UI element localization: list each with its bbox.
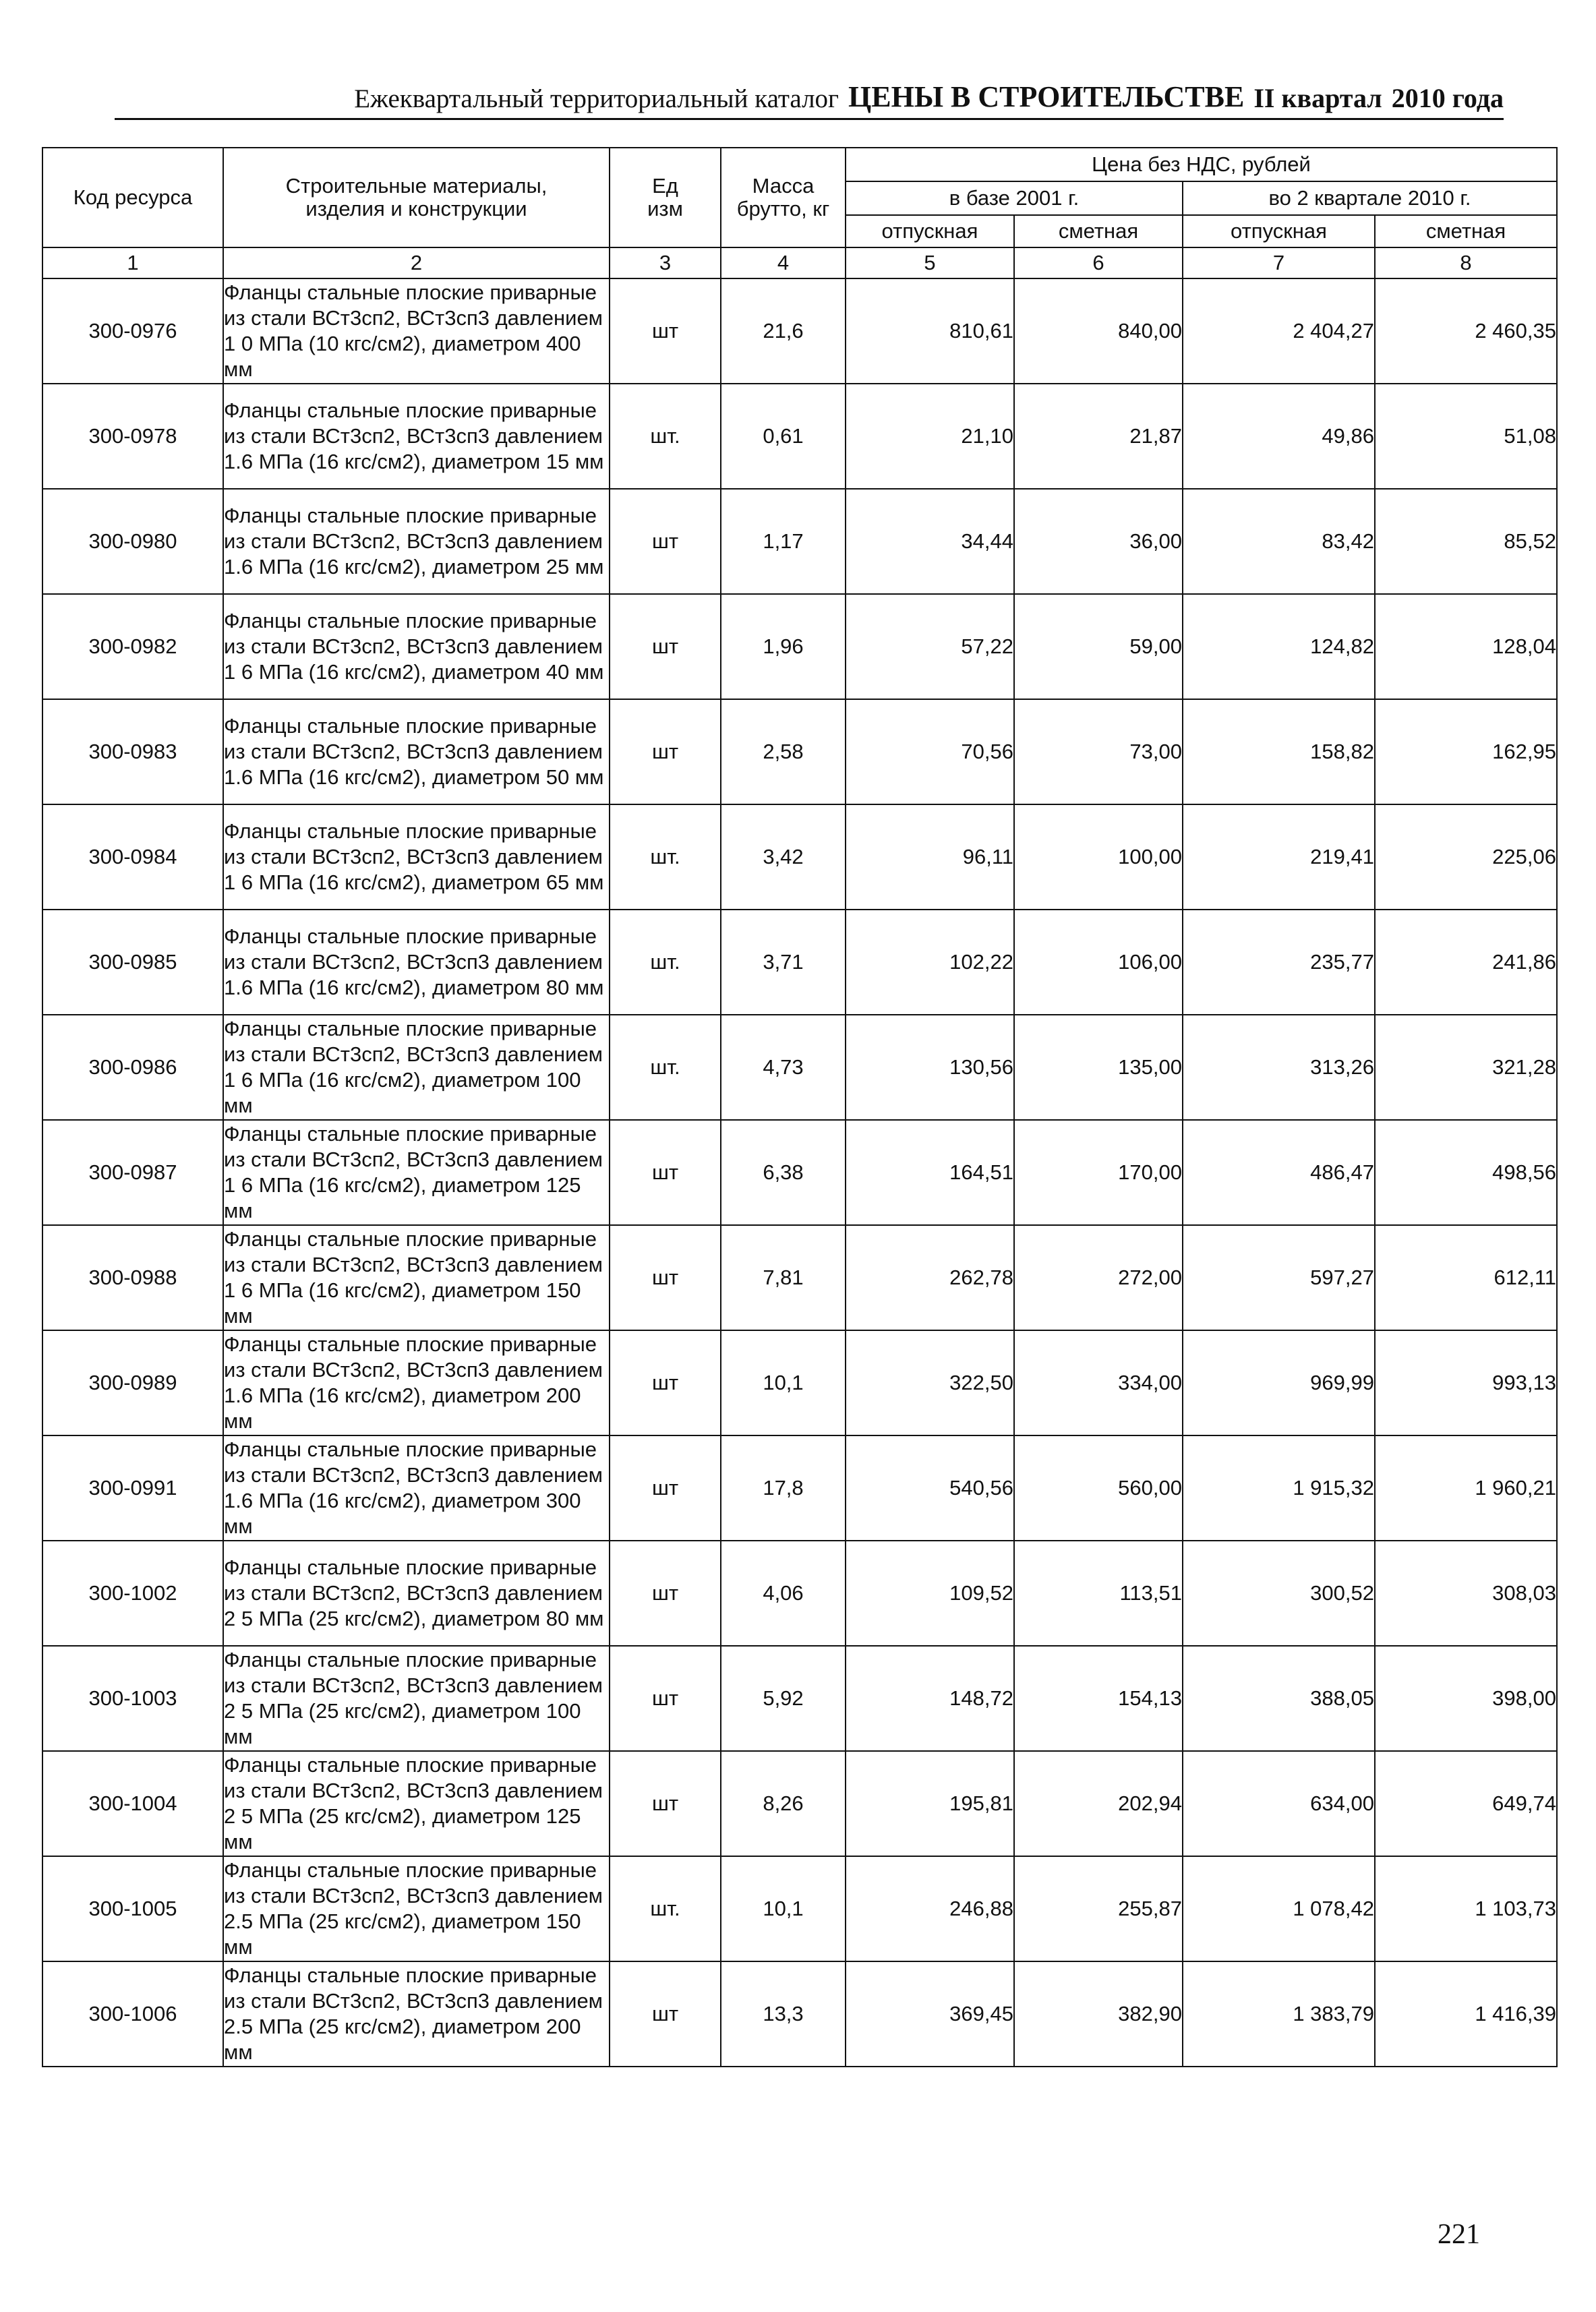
price-smetnaya-2010: 225,06 xyxy=(1375,804,1557,910)
price-otpusknaya-2001: 21,10 xyxy=(846,384,1014,489)
table-row xyxy=(42,1856,1557,1961)
material-description: Фланцы стальные плоские приварные из стали ВСт3сп2, ВСт3сп3 давлением 2.5 МПа (25 кгс/см2), диаметром 200 мм xyxy=(223,1961,610,2067)
resource-code: 300-0980 xyxy=(42,489,223,594)
price-smetnaya-2001: 36,00 xyxy=(1014,489,1183,594)
unit-of-measure: шт xyxy=(610,1646,721,1751)
price-otpusknaya-2001: 246,88 xyxy=(846,1856,1014,1961)
price-smetnaya-2010: 498,56 xyxy=(1375,1120,1557,1225)
col-header-unit: Ед изм xyxy=(610,148,721,247)
table-row xyxy=(42,1225,1557,1330)
unit-of-measure: шт xyxy=(610,699,721,804)
price-otpusknaya-2001: 70,56 xyxy=(846,699,1014,804)
unit-of-measure: шт xyxy=(610,1225,721,1330)
resource-code: 300-1006 xyxy=(42,1961,223,2067)
price-otpusknaya-2010: 219,41 xyxy=(1183,804,1375,910)
price-otpusknaya-2010: 313,26 xyxy=(1183,1015,1375,1120)
price-otpusknaya-2010: 83,42 xyxy=(1183,489,1375,594)
price-smetnaya-2010: 1 416,39 xyxy=(1375,1961,1557,2067)
gross-mass: 0,61 xyxy=(721,384,846,489)
material-description: Фланцы стальные плоские приварные из стали ВСт3сп2, ВСт3сп3 давлением 2.5 МПа (25 кгс/см2), диаметром 150 мм xyxy=(223,1856,610,1961)
price-otpusknaya-2001: 109,52 xyxy=(846,1541,1014,1646)
price-otpusknaya-2001: 34,44 xyxy=(846,489,1014,594)
price-smetnaya-2001: 255,87 xyxy=(1014,1856,1183,1961)
table-row xyxy=(42,910,1557,1015)
table-row xyxy=(42,1120,1557,1225)
price-smetnaya-2010: 51,08 xyxy=(1375,384,1557,489)
gross-mass: 4,73 xyxy=(721,1015,846,1120)
gross-mass: 4,06 xyxy=(721,1541,846,1646)
price-smetnaya-2010: 321,28 xyxy=(1375,1015,1557,1120)
material-description: Фланцы стальные плоские приварные из стали ВСт3сп2, ВСт3сп3 давлением 1.6 МПа (16 кгс/см2), диаметром 200 мм xyxy=(223,1330,610,1435)
col-header-base-2001: в базе 2001 г. xyxy=(846,181,1183,215)
price-otpusknaya-2010: 1 383,79 xyxy=(1183,1961,1375,2067)
resource-code: 300-0983 xyxy=(42,699,223,804)
column-number: 4 xyxy=(721,247,846,278)
material-description: Фланцы стальные плоские приварные из стали ВСт3сп2, ВСт3сп3 давлением 1 6 МПа (16 кгс/см2), диаметром 40 мм xyxy=(223,594,610,699)
price-otpusknaya-2001: 148,72 xyxy=(846,1646,1014,1751)
price-smetnaya-2001: 170,00 xyxy=(1014,1120,1183,1225)
unit-of-measure: шт. xyxy=(610,804,721,910)
resource-code: 300-0986 xyxy=(42,1015,223,1120)
gross-mass: 3,71 xyxy=(721,910,846,1015)
col-header-material: Строительные материалы, изделия и конструкции xyxy=(223,148,610,247)
price-smetnaya-2001: 272,00 xyxy=(1014,1225,1183,1330)
col-header-code: Код ресурса xyxy=(42,148,223,247)
resource-code: 300-0987 xyxy=(42,1120,223,1225)
col-header-otpusknaya-2001: отпускная xyxy=(846,215,1014,247)
page-number: 221 xyxy=(1438,2219,1480,2250)
table-body xyxy=(42,278,1557,2067)
price-smetnaya-2001: 59,00 xyxy=(1014,594,1183,699)
price-smetnaya-2010: 85,52 xyxy=(1375,489,1557,594)
gross-mass: 10,1 xyxy=(721,1856,846,1961)
gross-mass: 17,8 xyxy=(721,1435,846,1541)
column-number: 5 xyxy=(846,247,1014,278)
unit-of-measure: шт. xyxy=(610,1015,721,1120)
price-smetnaya-2001: 113,51 xyxy=(1014,1541,1183,1646)
price-otpusknaya-2010: 969,99 xyxy=(1183,1330,1375,1435)
unit-of-measure: шт xyxy=(610,1751,721,1856)
gross-mass: 3,42 xyxy=(721,804,846,910)
unit-of-measure: шт xyxy=(610,1435,721,1541)
gross-mass: 10,1 xyxy=(721,1330,846,1435)
column-number: 8 xyxy=(1375,247,1557,278)
price-otpusknaya-2001: 540,56 xyxy=(846,1435,1014,1541)
price-smetnaya-2010: 2 460,35 xyxy=(1375,278,1557,384)
table-row xyxy=(42,1541,1557,1646)
price-otpusknaya-2010: 235,77 xyxy=(1183,910,1375,1015)
material-description: Фланцы стальные плоские приварные из стали ВСт3сп2, ВСт3сп3 давлением 1 6 МПа (16 кгс/см2), диаметром 100 мм xyxy=(223,1015,610,1120)
price-otpusknaya-2010: 2 404,27 xyxy=(1183,278,1375,384)
price-otpusknaya-2001: 369,45 xyxy=(846,1961,1014,2067)
unit-of-measure: шт xyxy=(610,1541,721,1646)
table-row xyxy=(42,594,1557,699)
material-description: Фланцы стальные плоские приварные из стали ВСт3сп2, ВСт3сп3 давлением 1 6 МПа (16 кгс/см2), диаметром 150 мм xyxy=(223,1225,610,1330)
unit-of-measure: шт xyxy=(610,1330,721,1435)
price-otpusknaya-2010: 388,05 xyxy=(1183,1646,1375,1751)
material-description: Фланцы стальные плоские приварные из стали ВСт3сп2, ВСт3сп3 давлением 2 5 МПа (25 кгс/см2), диаметром 80 мм xyxy=(223,1541,610,1646)
price-otpusknaya-2001: 164,51 xyxy=(846,1120,1014,1225)
price-otpusknaya-2001: 322,50 xyxy=(846,1330,1014,1435)
resource-code: 300-1002 xyxy=(42,1541,223,1646)
col-header-smetnaya-2010: сметная xyxy=(1375,215,1557,247)
price-smetnaya-2001: 21,87 xyxy=(1014,384,1183,489)
table-row xyxy=(42,1330,1557,1435)
gross-mass: 21,6 xyxy=(721,278,846,384)
unit-of-measure: шт xyxy=(610,1961,721,2067)
price-smetnaya-2001: 382,90 xyxy=(1014,1961,1183,2067)
resource-code: 300-1003 xyxy=(42,1646,223,1751)
column-number: 7 xyxy=(1183,247,1375,278)
resource-code: 300-0976 xyxy=(42,278,223,384)
resource-code: 300-0978 xyxy=(42,384,223,489)
table-row xyxy=(42,489,1557,594)
price-otpusknaya-2010: 486,47 xyxy=(1183,1120,1375,1225)
catalog-year: 2010 года xyxy=(1391,83,1504,113)
price-otpusknaya-2010: 300,52 xyxy=(1183,1541,1375,1646)
price-smetnaya-2001: 106,00 xyxy=(1014,910,1183,1015)
material-description: Фланцы стальные плоские приварные из стали ВСт3сп2, ВСт3сп3 давлением 2 5 МПа (25 кгс/см2), диаметром 125 мм xyxy=(223,1751,610,1856)
table-row xyxy=(42,1015,1557,1120)
unit-of-measure: шт. xyxy=(610,1856,721,1961)
price-otpusknaya-2001: 57,22 xyxy=(846,594,1014,699)
gross-mass: 13,3 xyxy=(721,1961,846,2067)
table-row xyxy=(42,1961,1557,2067)
price-smetnaya-2010: 128,04 xyxy=(1375,594,1557,699)
gross-mass: 2,58 xyxy=(721,699,846,804)
price-smetnaya-2001: 100,00 xyxy=(1014,804,1183,910)
price-otpusknaya-2010: 597,27 xyxy=(1183,1225,1375,1330)
col-header-q2-2010: во 2 квартале 2010 г. xyxy=(1183,181,1557,215)
material-description: Фланцы стальные плоские приварные из стали ВСт3сп2, ВСт3сп3 давлением 1.6 МПа (16 кгс/см2), диаметром 300 мм xyxy=(223,1435,610,1541)
price-table xyxy=(42,147,1558,2067)
gross-mass: 1,17 xyxy=(721,489,846,594)
price-smetnaya-2001: 73,00 xyxy=(1014,699,1183,804)
price-otpusknaya-2010: 49,86 xyxy=(1183,384,1375,489)
price-smetnaya-2001: 840,00 xyxy=(1014,278,1183,384)
page-header xyxy=(115,73,1504,120)
price-otpusknaya-2010: 1 915,32 xyxy=(1183,1435,1375,1541)
col-header-price-group: Цена без НДС, рублей xyxy=(846,148,1557,181)
price-smetnaya-2001: 202,94 xyxy=(1014,1751,1183,1856)
resource-code: 300-1004 xyxy=(42,1751,223,1856)
price-smetnaya-2001: 334,00 xyxy=(1014,1330,1183,1435)
gross-mass: 6,38 xyxy=(721,1120,846,1225)
col-header-mass: Масса брутто, кг xyxy=(721,148,846,247)
price-smetnaya-2010: 308,03 xyxy=(1375,1541,1557,1646)
col-header-smetnaya-2001: сметная xyxy=(1014,215,1183,247)
price-smetnaya-2010: 649,74 xyxy=(1375,1751,1557,1856)
table-row xyxy=(42,804,1557,910)
gross-mass: 8,26 xyxy=(721,1751,846,1856)
material-description: Фланцы стальные плоские приварные из стали ВСт3сп2, ВСт3сп3 давлением 1.6 МПа (16 кгс/см2), диаметром 15 мм xyxy=(223,384,610,489)
resource-code: 300-0982 xyxy=(42,594,223,699)
material-description: Фланцы стальные плоские приварные из стали ВСт3сп2, ВСт3сп3 давлением 1 6 МПа (16 кгс/см2), диаметром 125 мм xyxy=(223,1120,610,1225)
catalog-name: Ежеквартальный территориальный каталог xyxy=(354,84,839,113)
price-otpusknaya-2010: 158,82 xyxy=(1183,699,1375,804)
resource-code: 300-0988 xyxy=(42,1225,223,1330)
table-row xyxy=(42,1646,1557,1751)
unit-of-measure: шт xyxy=(610,278,721,384)
column-number: 1 xyxy=(42,247,223,278)
unit-of-measure: шт xyxy=(610,594,721,699)
table-row xyxy=(42,699,1557,804)
gross-mass: 7,81 xyxy=(721,1225,846,1330)
price-otpusknaya-2001: 102,22 xyxy=(846,910,1014,1015)
price-otpusknaya-2010: 634,00 xyxy=(1183,1751,1375,1856)
price-smetnaya-2001: 135,00 xyxy=(1014,1015,1183,1120)
resource-code: 300-1005 xyxy=(42,1856,223,1961)
price-smetnaya-2010: 993,13 xyxy=(1375,1330,1557,1435)
catalog-quarter: II квартал xyxy=(1253,83,1382,113)
col-header-otpusknaya-2010: отпускная xyxy=(1183,215,1375,247)
table-row xyxy=(42,384,1557,489)
price-otpusknaya-2010: 1 078,42 xyxy=(1183,1856,1375,1961)
unit-of-measure: шт. xyxy=(610,910,721,1015)
price-smetnaya-2010: 1 960,21 xyxy=(1375,1435,1557,1541)
material-description: Фланцы стальные плоские приварные из стали ВСт3сп2, ВСт3сп3 давлением 1.6 МПа (16 кгс/см2), диаметром 50 мм xyxy=(223,699,610,804)
price-smetnaya-2001: 154,13 xyxy=(1014,1646,1183,1751)
material-description: Фланцы стальные плоские приварные из стали ВСт3сп2, ВСт3сп3 давлением 1 0 МПа (10 кгс/см2), диаметром 400 мм xyxy=(223,278,610,384)
column-number: 2 xyxy=(223,247,610,278)
table-row xyxy=(42,1751,1557,1856)
price-smetnaya-2001: 560,00 xyxy=(1014,1435,1183,1541)
unit-of-measure: шт. xyxy=(610,384,721,489)
price-smetnaya-2010: 162,95 xyxy=(1375,699,1557,804)
price-otpusknaya-2001: 262,78 xyxy=(846,1225,1014,1330)
price-otpusknaya-2001: 96,11 xyxy=(846,804,1014,910)
price-smetnaya-2010: 1 103,73 xyxy=(1375,1856,1557,1961)
price-smetnaya-2010: 612,11 xyxy=(1375,1225,1557,1330)
price-otpusknaya-2001: 195,81 xyxy=(846,1751,1014,1856)
price-otpusknaya-2001: 130,56 xyxy=(846,1015,1014,1120)
resource-code: 300-0989 xyxy=(42,1330,223,1435)
price-smetnaya-2010: 398,00 xyxy=(1375,1646,1557,1751)
unit-of-measure: шт xyxy=(610,489,721,594)
material-description: Фланцы стальные плоские приварные из стали ВСт3сп2, ВСт3сп3 давлением 1 6 МПа (16 кгс/см2), диаметром 65 мм xyxy=(223,804,610,910)
table-row xyxy=(42,1435,1557,1541)
material-description: Фланцы стальные плоские приварные из стали ВСт3сп2, ВСт3сп3 давлением 1.6 МПа (16 кгс/см2), диаметром 25 мм xyxy=(223,489,610,594)
material-description: Фланцы стальные плоские приварные из стали ВСт3сп2, ВСт3сп3 давлением 2 5 МПа (25 кгс/см2), диаметром 100 мм xyxy=(223,1646,610,1751)
column-number: 3 xyxy=(610,247,721,278)
gross-mass: 5,92 xyxy=(721,1646,846,1751)
price-otpusknaya-2001: 810,61 xyxy=(846,278,1014,384)
column-number: 6 xyxy=(1014,247,1183,278)
resource-code: 300-0984 xyxy=(42,804,223,910)
resource-code: 300-0985 xyxy=(42,910,223,1015)
price-smetnaya-2010: 241,86 xyxy=(1375,910,1557,1015)
table-row xyxy=(42,278,1557,384)
catalog-title: ЦЕНЫ В СТРОИТЕЛЬСТВЕ xyxy=(848,80,1245,113)
unit-of-measure: шт xyxy=(610,1120,721,1225)
resource-code: 300-0991 xyxy=(42,1435,223,1541)
gross-mass: 1,96 xyxy=(721,594,846,699)
material-description: Фланцы стальные плоские приварные из стали ВСт3сп2, ВСт3сп3 давлением 1.6 МПа (16 кгс/см2), диаметром 80 мм xyxy=(223,910,610,1015)
price-otpusknaya-2010: 124,82 xyxy=(1183,594,1375,699)
